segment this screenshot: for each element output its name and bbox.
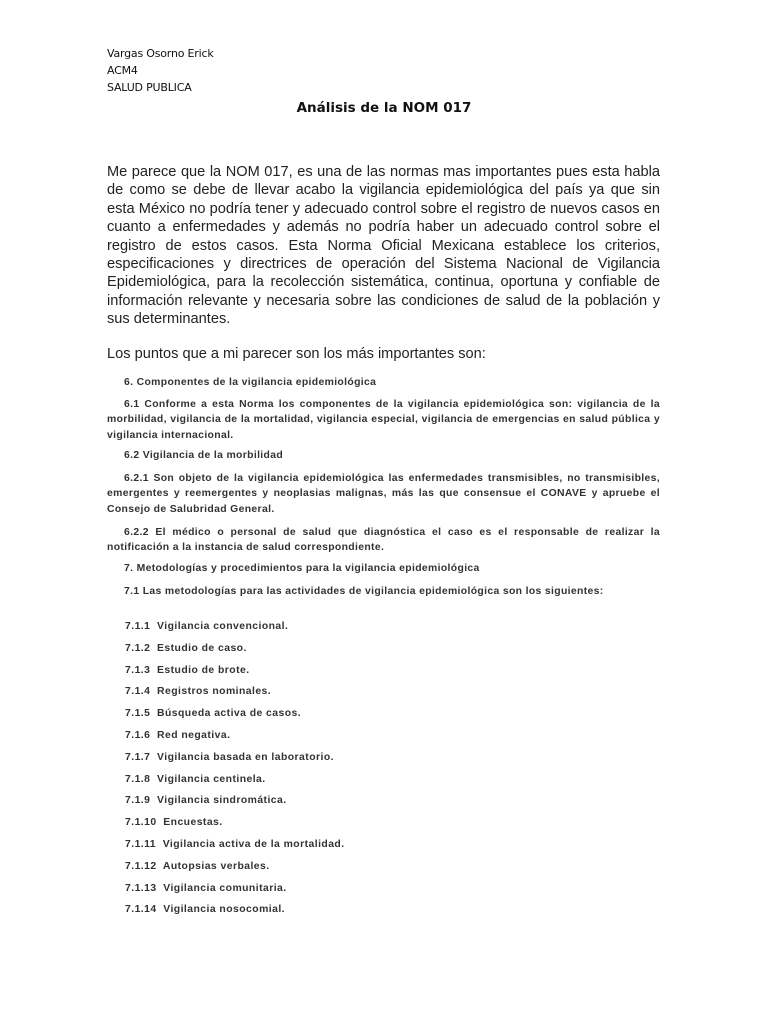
list-item: 7.1.2 Estudio de caso. bbox=[125, 642, 247, 654]
list-item: 7.1.9 Vigilancia sindromática. bbox=[125, 795, 287, 807]
list-item: 7.1.8 Vigilancia centinela. bbox=[125, 773, 266, 785]
group-code: ACM4 bbox=[107, 64, 138, 77]
list-item: 7.1.13 Vigilancia comunitaria. bbox=[125, 882, 287, 894]
section-6-heading: 6. Componentes de la vigilancia epidemiológica bbox=[124, 377, 377, 388]
section-6-2-heading: 6.2 Vigilancia de la morbilidad bbox=[124, 450, 284, 461]
document-title: Análisis de la NOM 017 bbox=[296, 100, 472, 116]
section-6-2-1: 6.2.1 Son objeto de la vigilancia epidemiológica las enfermedades transmisibles, no transmisibles, emergentes y reemergentes y neoplasias malignas, más las que consensue el CONAVE y apruebe el Consejo de Salubridad General. bbox=[107, 473, 660, 515]
section-6-1: 6.1 Conforme a esta Norma los componentes de la vigilancia epidemiológica son: vigilancia de la morbilidad, vigilancia de la mortalidad, vigilancia especial, vigilancia de emergencias en salud pública y vigilancia internacional. bbox=[107, 399, 660, 441]
list-item: 7.1.5 Búsqueda activa de casos. bbox=[125, 708, 302, 720]
section-7-1: 7.1 Las metodologías para las actividades de vigilancia epidemiológica son los siguientes: bbox=[124, 586, 604, 597]
subject-name: SALUD PUBLICA bbox=[107, 81, 192, 94]
list-item: 7.1.3 Estudio de brote. bbox=[125, 664, 250, 676]
list-item: 7.1.14 Vigilancia nosocomial. bbox=[125, 904, 285, 916]
author-name: Vargas Osorno Erick bbox=[107, 47, 214, 60]
list-item: 7.1.6 Red negativa. bbox=[125, 730, 231, 741]
list-item: 7.1.1 Vigilancia convencional. bbox=[125, 621, 289, 632]
section-6-2-2: 6.2.2 El médico o personal de salud que diagnóstica el caso es el responsable de realizar la notificación a la instancia de salud correspondiente. bbox=[107, 527, 660, 554]
list-item: 7.1.7 Vigilancia basada en laboratorio. bbox=[125, 751, 334, 763]
intro-paragraph: Me parece que la NOM 017, es una de las normas mas importantes pues esta habla de como se debe de llevar acabo la vigilancia epidemiológica del país ya que sin esta México no podría tener y adecuado control sobre el registro de nuevos casos en cuanto a enfermedades y además no podría haber un adecuado control sobre el registro de estos casos. Esta Norma Oficial Mexicana establece los criterios, especificaciones y directrices de operación del Sistema Nacional de Vigilancia Epidemiológica, para la recolección sistemática, continua, oportuna y confiable de información relevante y necesaria sobre las condiciones de salud de la población y sus determinantes. bbox=[107, 164, 660, 328]
lead-paragraph: Los puntos que a mi parecer son los más importantes son: bbox=[107, 346, 486, 362]
list-item: 7.1.10 Encuestas. bbox=[125, 817, 223, 829]
section-7-heading: 7. Metodologías y procedimientos para la vigilancia epidemiológica bbox=[124, 563, 480, 574]
list-item: 7.1.11 Vigilancia activa de la mortalidad. bbox=[125, 839, 345, 850]
list-item: 7.1.12 Autopsias verbales. bbox=[125, 860, 270, 872]
list-item: 7.1.4 Registros nominales. bbox=[125, 686, 272, 698]
